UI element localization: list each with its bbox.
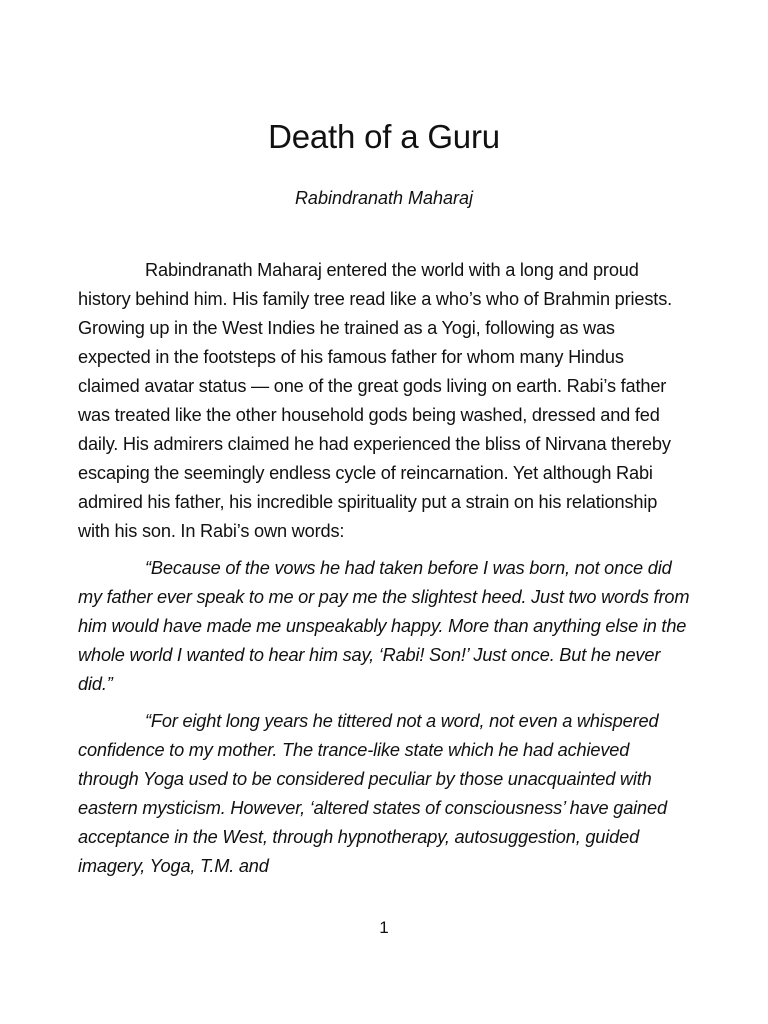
document-title: Death of a Guru: [268, 118, 500, 155]
document-body: [78, 256, 690, 889]
quote-paragraph: “Because of the vows he had taken before I was born, not once did my father ever speak to me or pay me the slightest heed. Just two words from him would have made me unspeakably happy. More than anything else in the whole world I wanted to hear him say, ‘Rabi! Son!’ Just once. But he never did.”: [78, 558, 690, 694]
body-paragraph: Rabindranath Maharaj entered the world with a long and proud history behind him. His family tree read like a who’s who of Brahmin priests. Growing up in the West Indies he trained as a Yogi, following as was expected in the footsteps of his famous father for whom many Hindus claimed avatar status — one of the great gods living on earth. Rabi’s father was treated like the other household gods being washed, dressed and fed daily. His admirers claimed he had experienced the bliss of Nirvana thereby escaping the seemingly endless cycle of reincarnation. Yet although Rabi admired his father, his incredible spirituality put a strain on his relationship with his son. In Rabi’s own words:: [78, 260, 673, 541]
quote-paragraph: “For eight long years he tittered not a word, not even a whispered confidence to my mother. The trance-like state which he had achieved through Yoga used to be considered peculiar by those unacquainted with eastern mysticism. However, ‘altered states of consciousness’ have gained acceptance in the West, through hypnotherapy, autosuggestion, guided imagery, Yoga, T.M. and: [78, 711, 667, 876]
document-author: Rabindranath Maharaj: [294, 188, 474, 208]
page-number: 1: [379, 918, 389, 937]
